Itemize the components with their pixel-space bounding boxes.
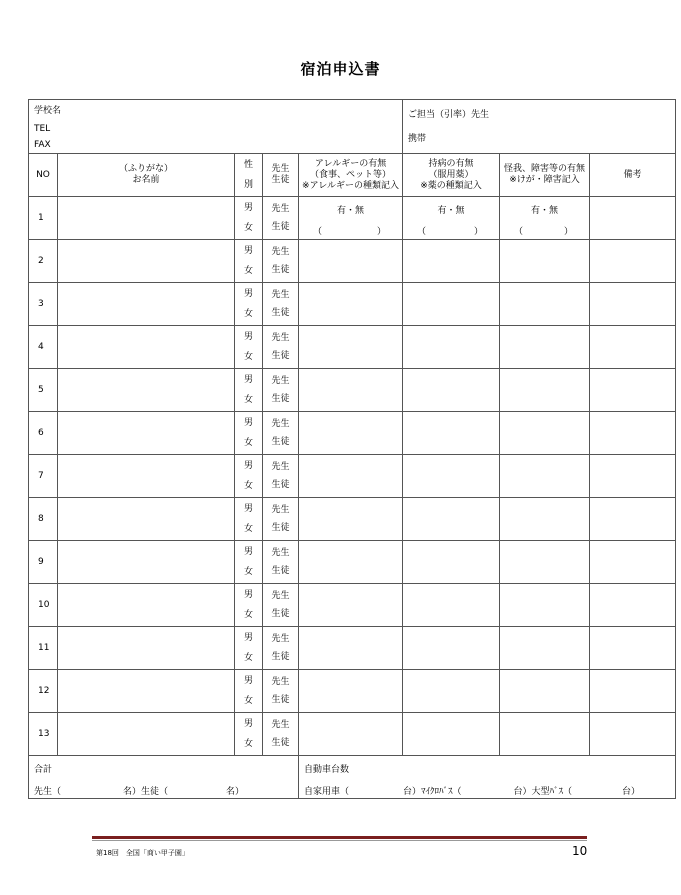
female-option[interactable]: 女 (243, 309, 253, 319)
type-cell[interactable] (263, 584, 299, 627)
tel-label: TEL (34, 124, 51, 134)
table-row (29, 584, 676, 627)
remarks-cell[interactable] (590, 713, 676, 756)
injury-cell[interactable] (500, 412, 590, 455)
female-option[interactable]: 女 (243, 266, 253, 276)
chronic-cell[interactable] (403, 240, 500, 283)
teacher-count-label: 先生（ (34, 787, 62, 797)
row-number: 6 (29, 412, 58, 455)
table-row (29, 627, 676, 670)
table-row (29, 455, 676, 498)
male-option[interactable]: 男 (243, 246, 253, 256)
remarks-cell[interactable] (590, 541, 676, 584)
paren-open: （ (313, 227, 323, 237)
student-option[interactable]: 生徒 (271, 308, 290, 318)
male-option[interactable]: 男 (243, 676, 253, 686)
injury-cell[interactable] (500, 326, 590, 369)
contact-teacher-label: ご担当（引率）先生 (408, 110, 490, 120)
school-info-cell[interactable] (29, 100, 403, 154)
student-option[interactable]: 生徒 (271, 523, 290, 533)
allergy-cell[interactable] (299, 584, 403, 627)
student-option[interactable]: 生徒 (271, 695, 290, 705)
name-cell[interactable] (58, 627, 235, 670)
type-cell[interactable] (263, 541, 299, 584)
footer-rule (92, 836, 587, 839)
footer-rule-thin (92, 840, 587, 841)
row-number: 10 (29, 584, 58, 627)
teacher-option[interactable]: 先生 (271, 548, 290, 558)
name-cell[interactable] (58, 412, 235, 455)
fax-label: FAX (34, 140, 51, 150)
male-option[interactable]: 男 (243, 547, 253, 557)
teacher-option[interactable]: 先生 (271, 462, 290, 472)
header-chronic (403, 154, 500, 197)
header-furigana: （ふりがな） (118, 164, 173, 174)
chronic-cell[interactable] (403, 369, 500, 412)
remarks-cell[interactable] (590, 412, 676, 455)
allergy-cell[interactable] (299, 412, 403, 455)
remarks-cell[interactable] (590, 584, 676, 627)
remarks-cell[interactable] (590, 369, 676, 412)
microbus-label: 台）ﾏｲｸﾛﾊﾞｽ（ (403, 787, 462, 797)
injury-cell[interactable] (500, 197, 590, 240)
type-cell[interactable] (263, 498, 299, 541)
mobile-label: 携帯 (408, 134, 427, 144)
teacher-option[interactable]: 先生 (271, 290, 290, 300)
header-allergy-3: ※アレルギーの種類記入 (302, 180, 399, 191)
row-number: 13 (29, 713, 58, 756)
allergy-cell[interactable] (299, 455, 403, 498)
teacher-option[interactable]: 先生 (271, 419, 290, 429)
car-end-label: 台） (622, 787, 641, 797)
sex-cell[interactable] (235, 240, 263, 283)
sex-cell[interactable] (235, 627, 263, 670)
chronic-cell[interactable] (403, 326, 500, 369)
allergy-cell[interactable] (299, 326, 403, 369)
table-row (29, 197, 676, 240)
chronic-cell[interactable] (403, 584, 500, 627)
header-sex-2: 別 (243, 180, 253, 190)
header-type-2: 生徒 (271, 175, 290, 185)
male-option[interactable]: 男 (243, 332, 253, 342)
student-option[interactable]: 生徒 (271, 609, 290, 619)
remarks-cell[interactable] (590, 455, 676, 498)
name-cell[interactable] (58, 197, 235, 240)
remarks-cell[interactable] (590, 197, 676, 240)
row-number: 9 (29, 541, 58, 584)
chronic-cell[interactable] (403, 713, 500, 756)
allergy-cell[interactable] (299, 369, 403, 412)
student-option[interactable]: 生徒 (271, 265, 290, 275)
teacher-option[interactable]: 先生 (271, 333, 290, 343)
female-option[interactable]: 女 (243, 567, 253, 577)
male-option[interactable]: 男 (243, 590, 253, 600)
name-cell[interactable] (58, 541, 235, 584)
injury-cell[interactable] (500, 670, 590, 713)
injury-cell[interactable] (500, 584, 590, 627)
male-option[interactable]: 男 (243, 504, 253, 514)
student-option[interactable]: 生徒 (271, 222, 290, 232)
student-count-label: 名）生徒（ (123, 787, 169, 797)
type-cell[interactable] (263, 412, 299, 455)
name-cell[interactable] (58, 713, 235, 756)
row-number: 8 (29, 498, 58, 541)
injury-cell[interactable] (500, 713, 590, 756)
chronic-cell[interactable] (403, 541, 500, 584)
teacher-option[interactable]: 先生 (271, 634, 290, 644)
name-cell[interactable] (58, 240, 235, 283)
sex-cell[interactable] (235, 283, 263, 326)
allergy-cell[interactable] (299, 541, 403, 584)
row-number: 12 (29, 670, 58, 713)
header-injury-1: 怪我、障害等の有無 (504, 164, 586, 174)
sex-cell[interactable] (235, 584, 263, 627)
count-end-label: 名） (226, 787, 245, 797)
row-number: 4 (29, 326, 58, 369)
sex-cell[interactable] (235, 713, 263, 756)
injury-cell[interactable] (500, 455, 590, 498)
female-option[interactable]: 女 (243, 696, 253, 706)
header-allergy (299, 154, 403, 197)
sex-cell[interactable] (235, 197, 263, 240)
header-chronic-3: ※薬の種類記入 (420, 180, 482, 191)
table-row (29, 240, 676, 283)
header-allergy-2: （食事、ペット等） (310, 169, 392, 180)
total-label: 合計 (34, 765, 53, 775)
table-row (29, 412, 676, 455)
name-cell[interactable] (58, 283, 235, 326)
type-cell[interactable] (263, 326, 299, 369)
name-cell[interactable] (58, 455, 235, 498)
injury-cell[interactable] (500, 240, 590, 283)
male-option[interactable]: 男 (243, 719, 253, 729)
injury-cell[interactable] (500, 369, 590, 412)
type-cell[interactable] (263, 240, 299, 283)
student-option[interactable]: 生徒 (271, 566, 290, 576)
table-row (29, 713, 676, 756)
name-cell[interactable] (58, 584, 235, 627)
paren-open: （ (417, 227, 427, 237)
injury-cell[interactable] (500, 283, 590, 326)
allergy-cell[interactable] (299, 240, 403, 283)
student-option[interactable]: 生徒 (271, 652, 290, 662)
row-number: 3 (29, 283, 58, 326)
row-number: 1 (29, 197, 58, 240)
table-row (29, 541, 676, 584)
student-option[interactable]: 生徒 (271, 437, 290, 447)
student-option[interactable]: 生徒 (271, 351, 290, 361)
male-option[interactable]: 男 (243, 461, 253, 471)
page-number: 10 (572, 844, 588, 858)
female-option[interactable]: 女 (243, 653, 253, 663)
header-no: NO (29, 154, 58, 197)
page-title: 宿泊申込書 (300, 60, 381, 78)
teacher-option[interactable]: 先生 (271, 720, 290, 730)
student-option[interactable]: 生徒 (271, 394, 290, 404)
paren-open: （ (514, 227, 524, 237)
totals-cell[interactable] (29, 756, 299, 799)
female-option[interactable]: 女 (243, 739, 253, 749)
name-cell[interactable] (58, 326, 235, 369)
sex-cell[interactable] (235, 412, 263, 455)
injury-cell[interactable] (500, 541, 590, 584)
header-name (58, 154, 235, 197)
male-option[interactable]: 男 (243, 203, 253, 213)
sex-cell[interactable] (235, 326, 263, 369)
injury-cell[interactable] (500, 498, 590, 541)
vehicles-cell[interactable] (299, 756, 676, 799)
remarks-cell[interactable] (590, 326, 676, 369)
school-name-label: 学校名 (34, 106, 62, 116)
type-cell[interactable] (263, 369, 299, 412)
male-option[interactable]: 男 (243, 633, 253, 643)
name-cell[interactable] (58, 670, 235, 713)
paren-close: ） (377, 227, 387, 237)
female-option[interactable]: 女 (243, 438, 253, 448)
header-name-label: お名前 (132, 175, 160, 185)
allergy-cell[interactable] (299, 197, 403, 240)
private-car-label: 自家用車（ (304, 787, 350, 797)
name-cell[interactable] (58, 498, 235, 541)
chronic-cell[interactable] (403, 455, 500, 498)
allergy-cell[interactable] (299, 670, 403, 713)
header-type (263, 154, 299, 197)
teacher-option[interactable]: 先生 (271, 204, 290, 214)
header-type-1: 先生 (271, 164, 290, 174)
type-cell[interactable] (263, 283, 299, 326)
student-option[interactable]: 生徒 (271, 480, 290, 490)
large-bus-label: 台）大型ﾊﾞｽ（ (513, 787, 573, 797)
teacher-option[interactable]: 先生 (271, 247, 290, 257)
row-number: 5 (29, 369, 58, 412)
sex-cell[interactable] (235, 369, 263, 412)
header-injury (500, 154, 590, 197)
header-row (29, 154, 676, 197)
header-allergy-1: アレルギーの有無 (314, 158, 387, 169)
vehicle-label: 自動車台数 (304, 765, 350, 775)
sex-cell[interactable] (235, 455, 263, 498)
type-cell[interactable] (263, 713, 299, 756)
student-option[interactable]: 生徒 (271, 738, 290, 748)
paren-close: ） (564, 227, 574, 237)
name-cell[interactable] (58, 369, 235, 412)
sex-cell[interactable] (235, 541, 263, 584)
teacher-option[interactable]: 先生 (271, 677, 290, 687)
contact-info-cell[interactable] (403, 100, 676, 154)
female-option[interactable]: 女 (243, 610, 253, 620)
teacher-option[interactable]: 先生 (271, 376, 290, 386)
female-option[interactable]: 女 (243, 481, 253, 491)
male-option[interactable]: 男 (243, 418, 253, 428)
type-cell[interactable] (263, 670, 299, 713)
chronic-cell[interactable] (403, 627, 500, 670)
chronic-cell[interactable] (403, 412, 500, 455)
remarks-cell[interactable] (590, 498, 676, 541)
female-option[interactable]: 女 (243, 524, 253, 534)
allergy-cell[interactable] (299, 713, 403, 756)
allergy-cell[interactable] (299, 627, 403, 670)
header-sex (235, 154, 263, 197)
chronic-cell[interactable] (403, 498, 500, 541)
male-option[interactable]: 男 (243, 375, 253, 385)
row-number: 11 (29, 627, 58, 670)
teacher-option[interactable]: 先生 (271, 505, 290, 515)
female-option[interactable]: 女 (243, 352, 253, 362)
table-row (29, 498, 676, 541)
injury-cell[interactable] (500, 627, 590, 670)
remarks-cell[interactable] (590, 283, 676, 326)
row-number: 7 (29, 455, 58, 498)
teacher-option[interactable]: 先生 (271, 591, 290, 601)
application-form-table (28, 99, 676, 799)
sex-cell[interactable] (235, 670, 263, 713)
chronic-cell[interactable] (403, 197, 500, 240)
table-row (29, 670, 676, 713)
remarks-cell[interactable] (590, 627, 676, 670)
female-option[interactable]: 女 (243, 395, 253, 405)
type-cell[interactable] (263, 455, 299, 498)
totals-row (29, 756, 676, 799)
header-sex-1: 性 (243, 160, 253, 170)
allergy-cell[interactable] (299, 498, 403, 541)
yes-no-option[interactable]: 有・無 (437, 206, 465, 216)
table-row (29, 283, 676, 326)
entry-rows (29, 197, 676, 756)
type-cell[interactable] (263, 197, 299, 240)
sex-cell[interactable] (235, 498, 263, 541)
allergy-cell[interactable] (299, 283, 403, 326)
footer-event-name: 第18回 全国「商い甲子園」 (96, 849, 189, 857)
remarks-cell[interactable] (590, 240, 676, 283)
type-cell[interactable] (263, 627, 299, 670)
female-option[interactable]: 女 (243, 223, 253, 233)
male-option[interactable]: 男 (243, 289, 253, 299)
paren-close: ） (474, 227, 484, 237)
yes-no-option[interactable]: 有・無 (337, 206, 365, 216)
header-injury-2: ※けが・障害記入 (509, 175, 580, 185)
header-chronic-1: 持病の有無 (428, 158, 474, 169)
table-row (29, 369, 676, 412)
remarks-cell[interactable] (590, 670, 676, 713)
chronic-cell[interactable] (403, 283, 500, 326)
table-row (29, 326, 676, 369)
header-chronic-2: （服用薬） (428, 169, 474, 180)
chronic-cell[interactable] (403, 670, 500, 713)
yes-no-option[interactable]: 有・無 (531, 206, 559, 216)
header-remarks: 備考 (590, 154, 676, 197)
row-number: 2 (29, 240, 58, 283)
